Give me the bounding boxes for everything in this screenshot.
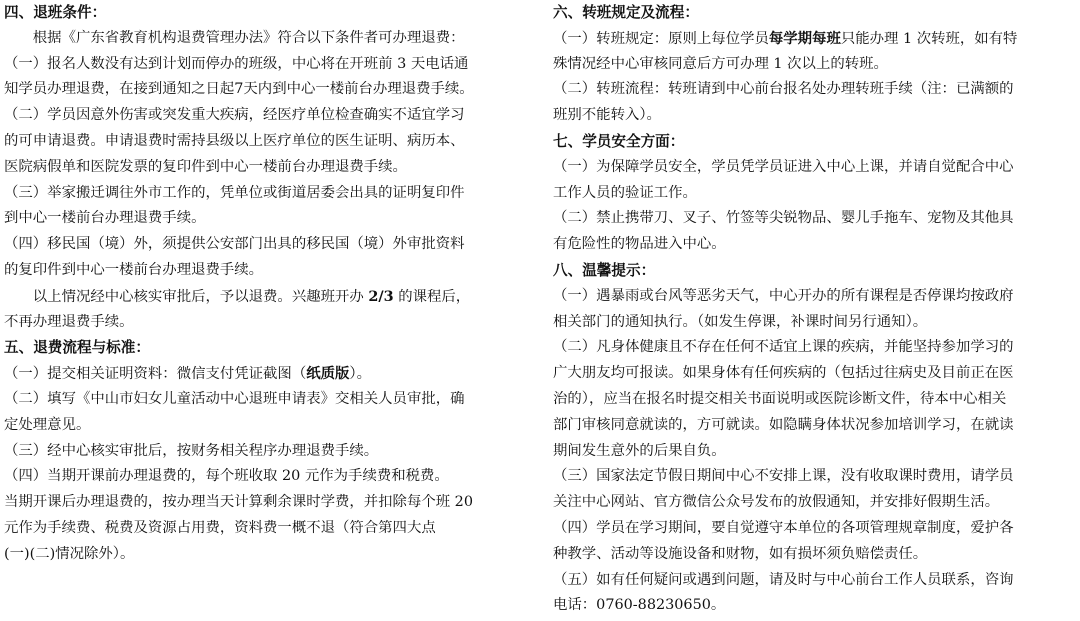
text-line: （一）提交相关证明资料：微信支付凭证截图（纸质版）。 [4, 365, 371, 383]
text-line: 工作人员的验证工作。 [553, 184, 697, 201]
text-line: （四）当期开课前办理退费的，每个班收取 20 元作为手续费和税费。 [4, 468, 449, 485]
text-line: （一）遇暴雨或台风等恶劣天气，中心开办的所有课程是否停课均按政府 [553, 287, 1014, 304]
section-heading: 七、学员安全方面： [553, 132, 685, 150]
emphasis-text: 每学期每班 [768, 29, 841, 47]
text-line: 医院病假单和医院发票的复印件到中心一楼前台办理退费手续。 [4, 158, 407, 175]
text-line: 广大朋友均可报读。如果身体有任何疾病的（包括过往病史及目前正在医 [553, 365, 1014, 382]
text-line: （五）如有任何疑问或遇到问题，请及时与中心前台工作人员联系，咨询 [553, 571, 1014, 588]
text-line: （三）国家法定节假日期间中心不安排上课，没有收取课时费用，请学员 [553, 468, 1014, 485]
text-line: （一）报名人数没有达到计划而停办的班级，中心将在开班前 3 天电话通 [4, 55, 469, 72]
right-column [553, 0, 1075, 619]
section-heading: 八、温馨提示： [553, 261, 656, 279]
text-line: （二）学员因意外伤害或突发重大疾病，经医疗单位检查确实不适宜学习 [4, 107, 465, 124]
text-line: （三）举家搬迁调往外市工作的，凭单位或街道居委会出具的证明复印件 [4, 184, 465, 201]
text-line: 以上情况经中心核实审批后，予以退费。兴趣班开办 2/3 的课程后， [4, 287, 471, 305]
text-line: 班别不能转入）。 [553, 107, 661, 124]
text-line: 到中心一楼前台办理退费手续。 [4, 210, 206, 227]
text-line: 期间发生意外的后果自负。 [553, 442, 726, 459]
text-line: 知学员办理退费，在接到通知之日起7天内到中心一楼前台办理退费手续。 [4, 81, 474, 98]
text-line: 部门审核同意就读的，方可就读。如隐瞒身体状况参加培训学习，在就读 [553, 416, 1014, 433]
text-line: （二）凡身体健康且不存在任何不适宜上课的疾病，并能坚持参加学习的 [553, 339, 1014, 356]
left-column [4, 0, 526, 568]
text-line: （二）填写《中山市妇女儿童活动中心退班申请表》交相关人员审批，确 [4, 390, 465, 407]
text-line: 相关部门的通知执行。（如发生停课，补课时间另行通知）。 [553, 313, 928, 330]
text-line: 电话：0760-88230650。 [553, 597, 726, 614]
text-line: （四）移民国（境）外，须提供公安部门出具的移民国（境）外审批资料 [4, 236, 465, 253]
text-line: 不再办理退费手续。 [4, 313, 134, 330]
text-line: （一）为保障学员安全，学员凭学员证进入中心上课，并请自觉配合中心 [553, 158, 1014, 175]
text-line: 关注中心网站、官方微信公众号发布的放假通知，并安排好假期生活。 [553, 494, 1000, 511]
text-line: （二）禁止携带刀、叉子、竹签等尖锐物品、婴儿手拖车、宠物及其他具 [553, 210, 1014, 227]
text-line: 殊情况经中心审核同意后方可办理 1 次以上的转班。 [553, 55, 888, 72]
text-line: （三）经中心核实审批后，按财务相关程序办理退费手续。 [4, 442, 379, 459]
text-line: 根据《广东省教育机构退费管理办法》符合以下条件者可办理退费： [4, 29, 465, 46]
text-line: （一）转班规定：原则上每位学员每学期每班只能办理 1 次转班，如有特 [553, 29, 1018, 47]
section-heading: 六、转班规定及流程： [553, 4, 699, 21]
text-line: 当期开课后办理退费的，按办理当天计算剩余课时学费，并扣除每个班 20 [4, 494, 473, 511]
text-line: 的可申请退费。申请退费时需持县级以上医疗单位的医生证明、病历本、 [4, 132, 465, 149]
text-line: 元作为手续费、税费及资源占用费，资料费一概不退（符合第四大点 [4, 519, 436, 536]
section-heading: 四、退班条件： [4, 4, 107, 21]
emphasis-text: 纸质版 [306, 365, 350, 383]
text-line: 有危险性的物品进入中心。 [553, 236, 726, 253]
text-line: （二）转班流程：转班请到中心前台报名处办理转班手续（注：已满额的 [553, 81, 1014, 98]
text-line: 种教学、活动等设施设备和财物，如有损坏须负赔偿责任。 [553, 545, 928, 562]
text-line: （四）学员在学习期间，要自觉遵守本单位的各项管理规章制度，爱护各 [553, 519, 1014, 536]
emphasis-text: 2/3 [368, 287, 394, 305]
text-line: 治的），应当在报名时提交相关书面说明或医院诊断文件，待本中心相关 [553, 390, 1007, 407]
text-line: (一)(二)情况除外）。 [4, 545, 135, 562]
text-line: 定处理意见。 [4, 416, 91, 433]
text-line: 的复印件到中心一楼前台办理退费手续。 [4, 261, 264, 278]
section-heading: 五、退费流程与标准： [4, 339, 150, 357]
